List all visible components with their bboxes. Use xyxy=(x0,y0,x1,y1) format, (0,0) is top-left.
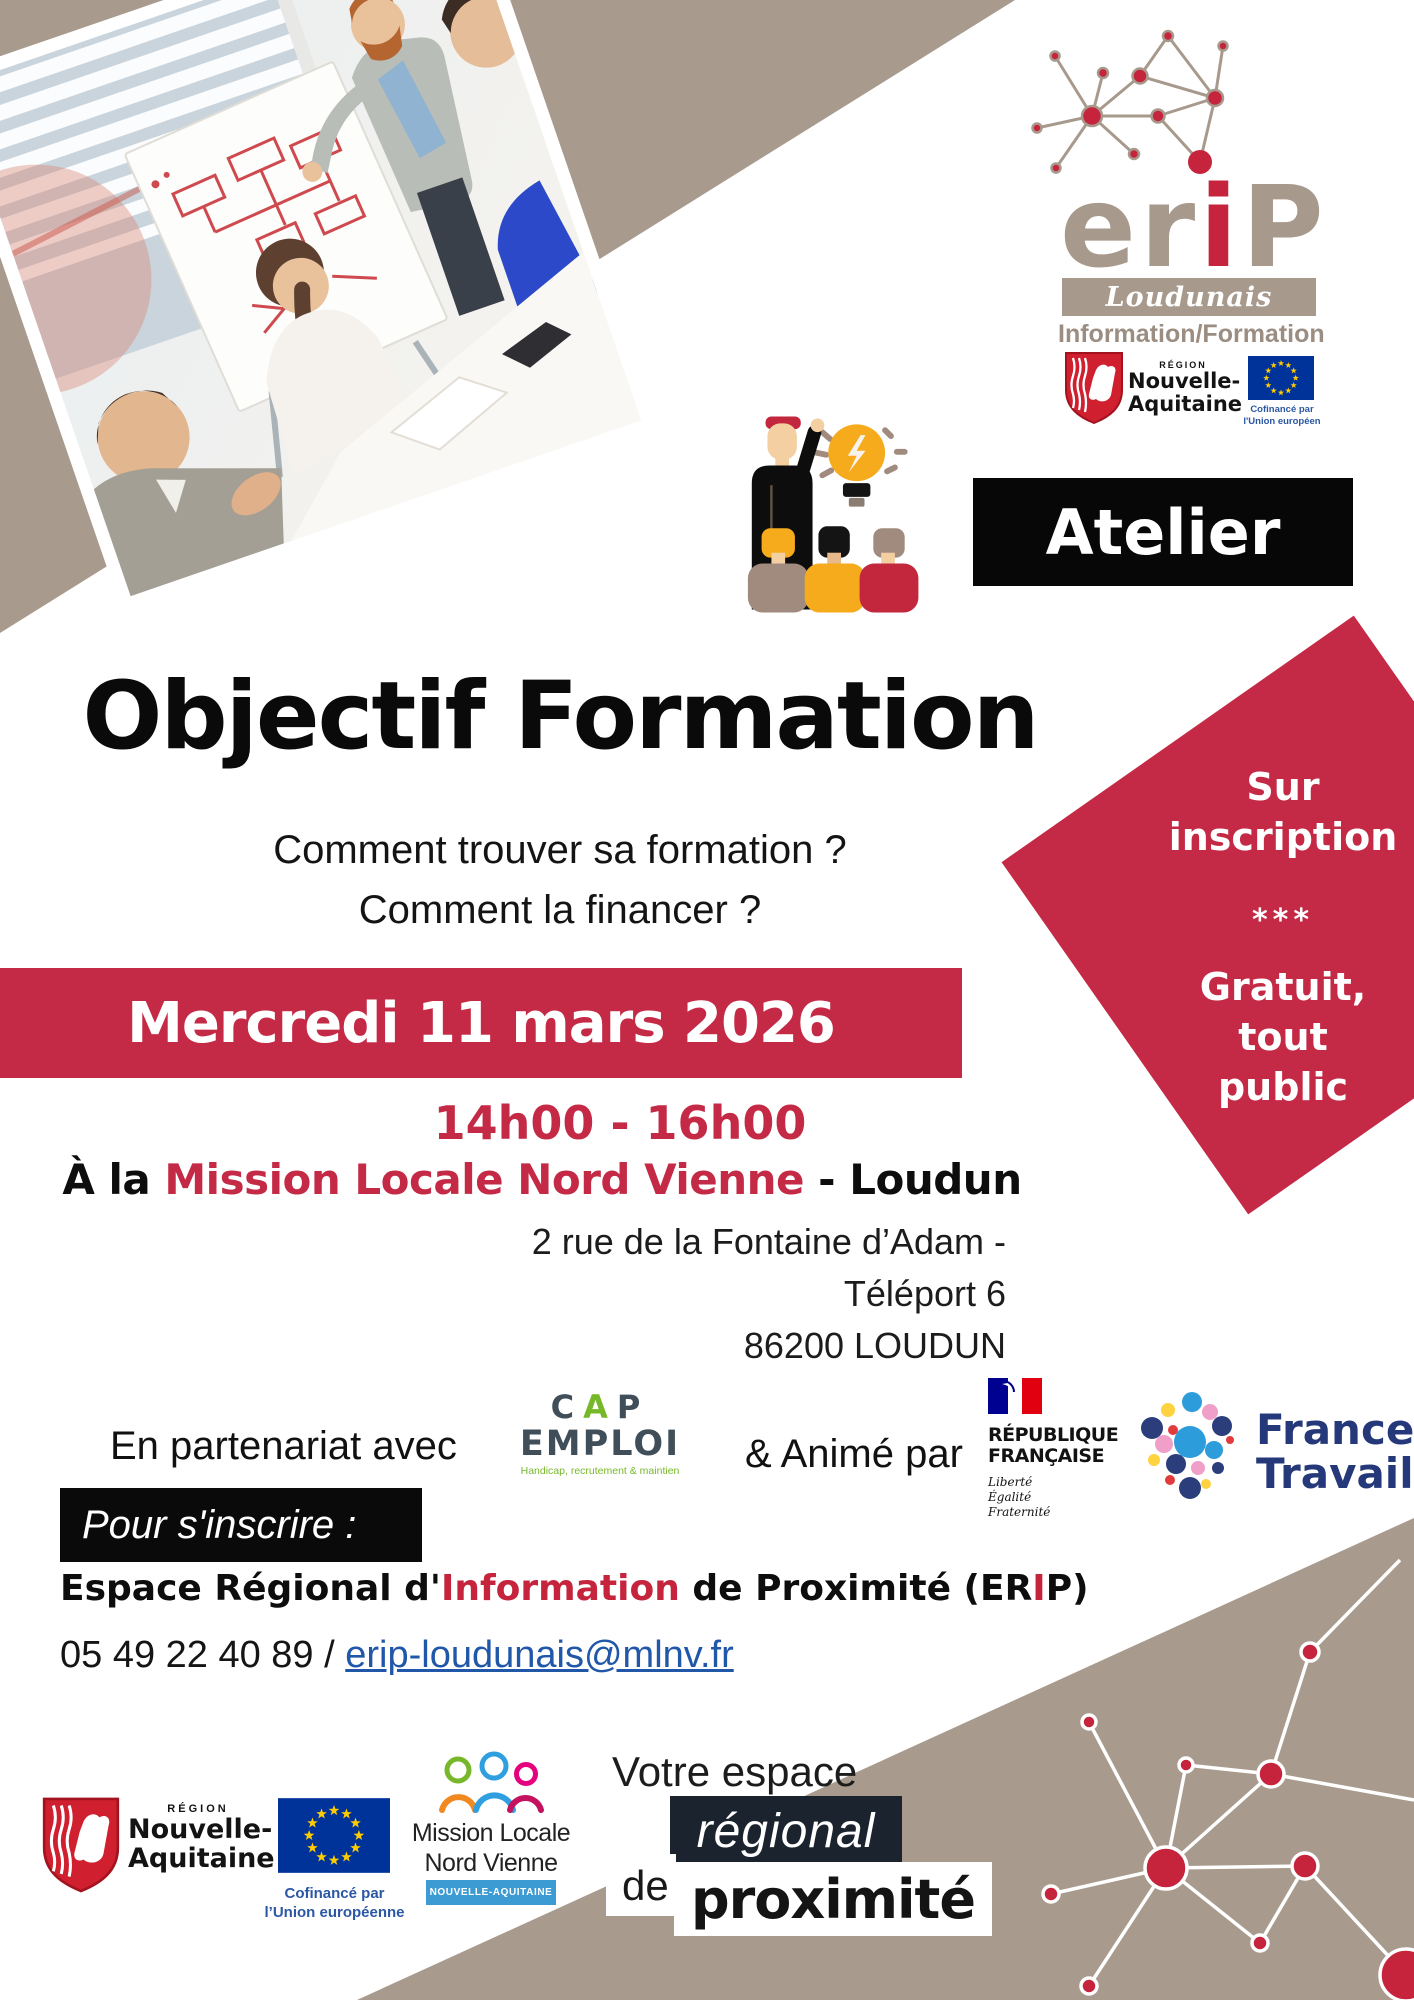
footer-region-label: RÉGION xyxy=(167,1803,229,1815)
contact-line xyxy=(60,1634,1160,1677)
atelier-badge xyxy=(973,478,1353,586)
eu-line2: l'Union européen xyxy=(1243,416,1321,427)
registration-note xyxy=(1118,762,1414,862)
erip-banner-label: Loudunais xyxy=(1105,281,1273,313)
france-travail-dots-icon xyxy=(1140,1380,1240,1530)
footer-region-line2: Aquitaine xyxy=(128,1843,275,1874)
mission-locale-banner-label: NOUVELLE-AQUITAINE xyxy=(429,1887,553,1898)
org-part2: de Proximité (ER xyxy=(679,1568,1033,1609)
cap-emploi-tagline: Handicap, recrutement & maintien xyxy=(520,1465,680,1477)
erip-wordmark-p: P xyxy=(1241,163,1328,293)
eu-cofunding-text-footer xyxy=(262,1884,407,1922)
erip-wordmark-er: er xyxy=(1060,163,1200,293)
subtitle-line2: Comment la financer ? xyxy=(358,888,762,932)
subtitle xyxy=(25,820,1095,940)
proximite-word: proximité xyxy=(691,1867,975,1931)
signup-box xyxy=(60,1488,422,1562)
date-banner xyxy=(0,968,962,1078)
network-graphic-top xyxy=(1010,28,1260,178)
signup-box-label: Pour s'inscrire : xyxy=(82,1502,357,1547)
org-i: I xyxy=(1032,1568,1046,1609)
registration-line5: public xyxy=(1217,1065,1349,1109)
regional-box xyxy=(670,1796,902,1866)
eu-line1: Cofinancé par xyxy=(1250,404,1314,415)
registration-free-note xyxy=(1118,962,1414,1112)
espace-line1: Votre espace xyxy=(612,1748,858,1795)
republique-line1: RÉPUBLIQUE xyxy=(988,1424,1119,1446)
event-address xyxy=(500,1216,1006,1372)
republique-francaise-logo xyxy=(988,1378,1118,1520)
erip-wordmark-i: i xyxy=(1199,163,1242,293)
region-name-line1: Nouvelle- xyxy=(1128,369,1241,393)
republique-line2: FRANÇAISE xyxy=(988,1445,1105,1467)
motto-fraternite: Fraternité xyxy=(988,1505,1051,1519)
page-title: Objectif Formation xyxy=(82,662,1038,771)
registration-separator: *** xyxy=(1251,903,1315,938)
event-venue xyxy=(0,1155,1084,1204)
nouvelle-aquitaine-footer-text xyxy=(128,1803,275,1874)
eu-flag-icon xyxy=(1248,356,1314,400)
registration-line1: Sur xyxy=(1246,765,1320,809)
mission-locale-line2: Nord Vienne xyxy=(424,1849,558,1877)
erip-org-line xyxy=(60,1568,1160,1609)
region-name-line2: Aquitaine xyxy=(1128,392,1243,416)
event-date: Mercredi 11 mars 2026 xyxy=(127,990,835,1056)
nouvelle-aquitaine-logo-text xyxy=(1128,360,1243,416)
france-travail-logo-text xyxy=(1256,1405,1414,1498)
erip-wordmark xyxy=(1060,163,1380,293)
french-flag-icon xyxy=(988,1378,1042,1414)
cap-letter-c: C xyxy=(550,1388,584,1426)
address-line1: 2 rue de la Fontaine d’Adam - Téléport 6 xyxy=(531,1221,1006,1314)
cap-emploi-word: EMPLOI xyxy=(519,1424,681,1464)
mission-locale-banner xyxy=(426,1880,556,1905)
venue-prefix: À la xyxy=(62,1155,165,1204)
de-word: de xyxy=(622,1862,669,1909)
proximite-box xyxy=(674,1862,992,1936)
france-travail-line1: France xyxy=(1256,1405,1414,1454)
france-travail-line2: Travail xyxy=(1256,1449,1414,1498)
phone-number: 05 49 22 40 89 xyxy=(60,1634,314,1676)
nouvelle-aquitaine-shield-footer-icon xyxy=(40,1795,122,1895)
address-line2: 86200 LOUDUN xyxy=(743,1325,1006,1366)
regional-word: régional xyxy=(696,1804,876,1858)
footer-eu-line2: l’Union européenne xyxy=(264,1904,405,1921)
org-part3: P) xyxy=(1045,1568,1089,1609)
mission-locale-name xyxy=(405,1818,577,1878)
eu-flag-footer-icon xyxy=(278,1798,390,1873)
org-information: Information xyxy=(440,1568,680,1609)
workshop-illustration xyxy=(742,408,938,620)
contact-separator: / xyxy=(313,1634,346,1676)
event-time: 14h00 - 16h00 xyxy=(433,1096,807,1150)
registration-line3: Gratuit, xyxy=(1199,965,1367,1009)
footer-eu-line1: Cofinancé par xyxy=(284,1885,385,1902)
email-link[interactable]: erip-loudunais@mlnv.fr xyxy=(345,1634,734,1676)
erip-tagline: Information/Formation xyxy=(1058,320,1325,348)
mission-locale-people-icon xyxy=(438,1750,550,1814)
motto-liberte: Liberté xyxy=(988,1475,1033,1489)
nouvelle-aquitaine-shield-icon xyxy=(1063,350,1125,426)
registration-line4: tout xyxy=(1238,1015,1328,1059)
motto-egalite: Égalité xyxy=(988,1490,1032,1504)
registration-line2: inscription xyxy=(1168,815,1398,859)
animated-by-label: & Animé par xyxy=(745,1432,963,1476)
cap-letter-a: A xyxy=(583,1388,617,1426)
venue-name: Mission Locale Nord Vienne xyxy=(164,1155,805,1204)
org-part1: Espace Régional d' xyxy=(60,1568,441,1609)
mission-locale-line1: Mission Locale xyxy=(411,1819,571,1847)
cap-letter-p: P xyxy=(616,1388,650,1426)
venue-suffix: - Loudun xyxy=(804,1155,1022,1204)
subtitle-line1: Comment trouver sa formation ? xyxy=(273,828,847,872)
eu-cofunding-text-top xyxy=(1234,404,1330,428)
cap-emploi-logo xyxy=(505,1388,695,1477)
partner-label: En partenariat avec xyxy=(110,1424,457,1468)
region-label: RÉGION xyxy=(1159,360,1207,370)
footer-region-line1: Nouvelle- xyxy=(128,1814,273,1845)
atelier-badge-label: Atelier xyxy=(1045,495,1281,569)
